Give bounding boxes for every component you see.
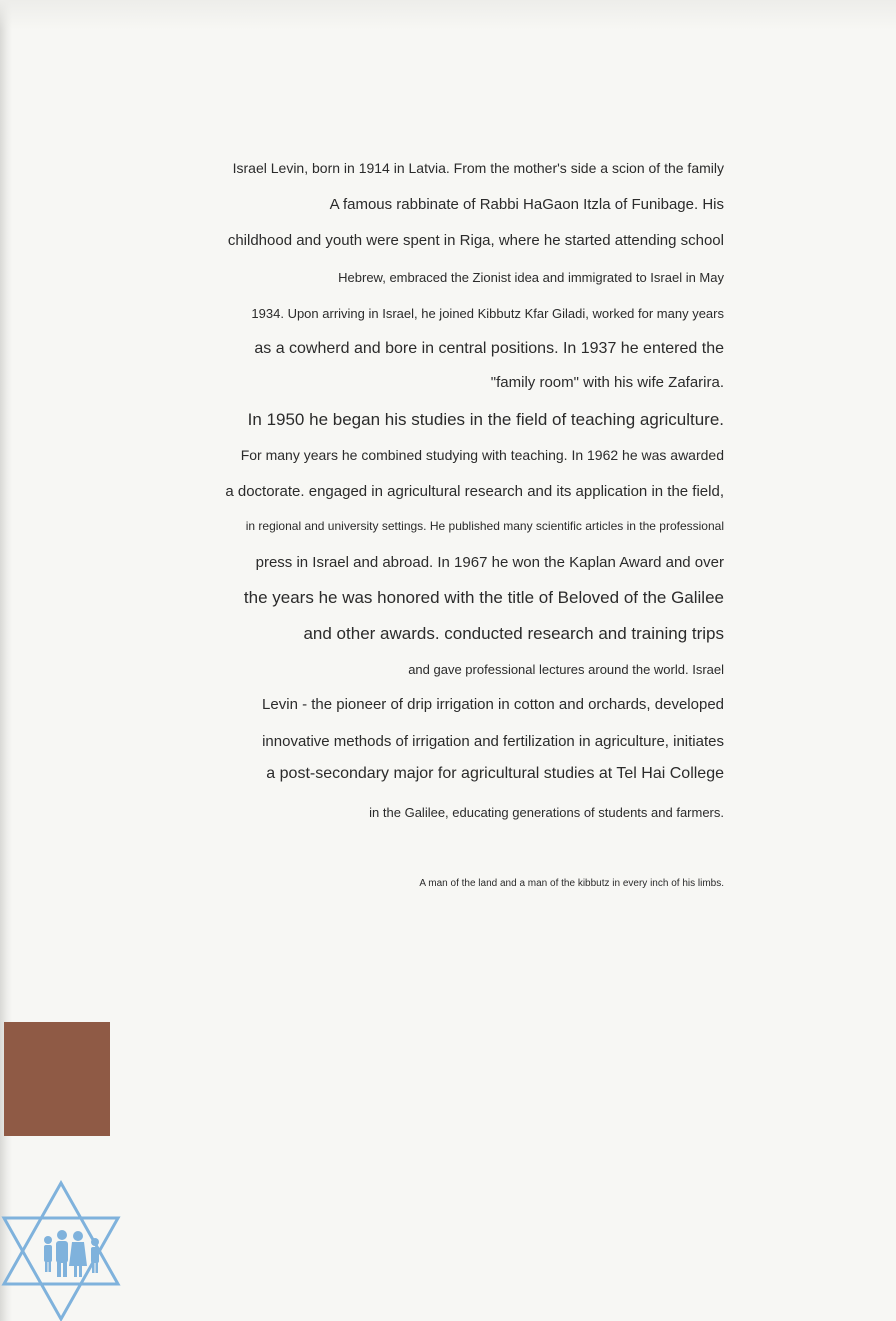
text-line-3: childhood and youth were spent in Riga, where he started attending school bbox=[227, 232, 724, 249]
text-line-4: Hebrew, embraced the Zionist idea and immigrated to Israel in May bbox=[338, 270, 724, 285]
text-line-13: the years he was honored with the title of Beloved of the Galilee bbox=[243, 588, 724, 607]
text-line-5: 1934. Upon arriving in Israel, he joined Kibbutz Kfar Giladi, worked for many years bbox=[251, 306, 724, 321]
text-line-7: "family room" with his wife Zafarira. bbox=[490, 374, 724, 391]
closing-line: A man of the land and a man of the kibbutz in every inch of his limbs. bbox=[419, 878, 724, 889]
text-line-12: press in Israel and abroad. In 1967 he won the Kaplan Award and over bbox=[255, 554, 724, 571]
top-edge-shadow bbox=[0, 0, 896, 30]
text-line-6: as a cowherd and bore in central positions. In 1937 he entered the bbox=[254, 340, 724, 357]
text-line-17: innovative methods of irrigation and fertilization in agriculture, initiates bbox=[262, 733, 724, 750]
text-line-11: in regional and university settings. He published many scientific articles in the professional bbox=[245, 519, 724, 533]
text-line-10: a doctorate. engaged in agricultural research and its application in the field, bbox=[225, 483, 724, 500]
text-line-18: a post-secondary major for agricultural studies at Tel Hai College bbox=[266, 765, 724, 782]
text-line-8: In 1950 he began his studies in the field of teaching agriculture. bbox=[247, 410, 724, 429]
text-line-16: Levin - the pioneer of drip irrigation in cotton and orchards, developed bbox=[262, 696, 724, 713]
text-line-1: Israel Levin, born in 1914 in Latvia. From the mother's side a scion of the family bbox=[232, 160, 724, 176]
star-of-david-family-logo bbox=[0, 1180, 122, 1321]
text-line-2: A famous rabbinate of Rabbi HaGaon Itzla of Funibage. His bbox=[329, 196, 724, 213]
text-line-9: For many years he combined studying with teaching. In 1962 he was awarded bbox=[240, 447, 724, 463]
library-sticker bbox=[4, 1022, 110, 1136]
text-line-19: in the Galilee, educating generations of students and farmers. bbox=[369, 805, 724, 820]
text-line-14: and other awards. conducted research and training trips bbox=[303, 624, 724, 643]
text-line-15: and gave professional lectures around the world. Israel bbox=[408, 662, 724, 677]
